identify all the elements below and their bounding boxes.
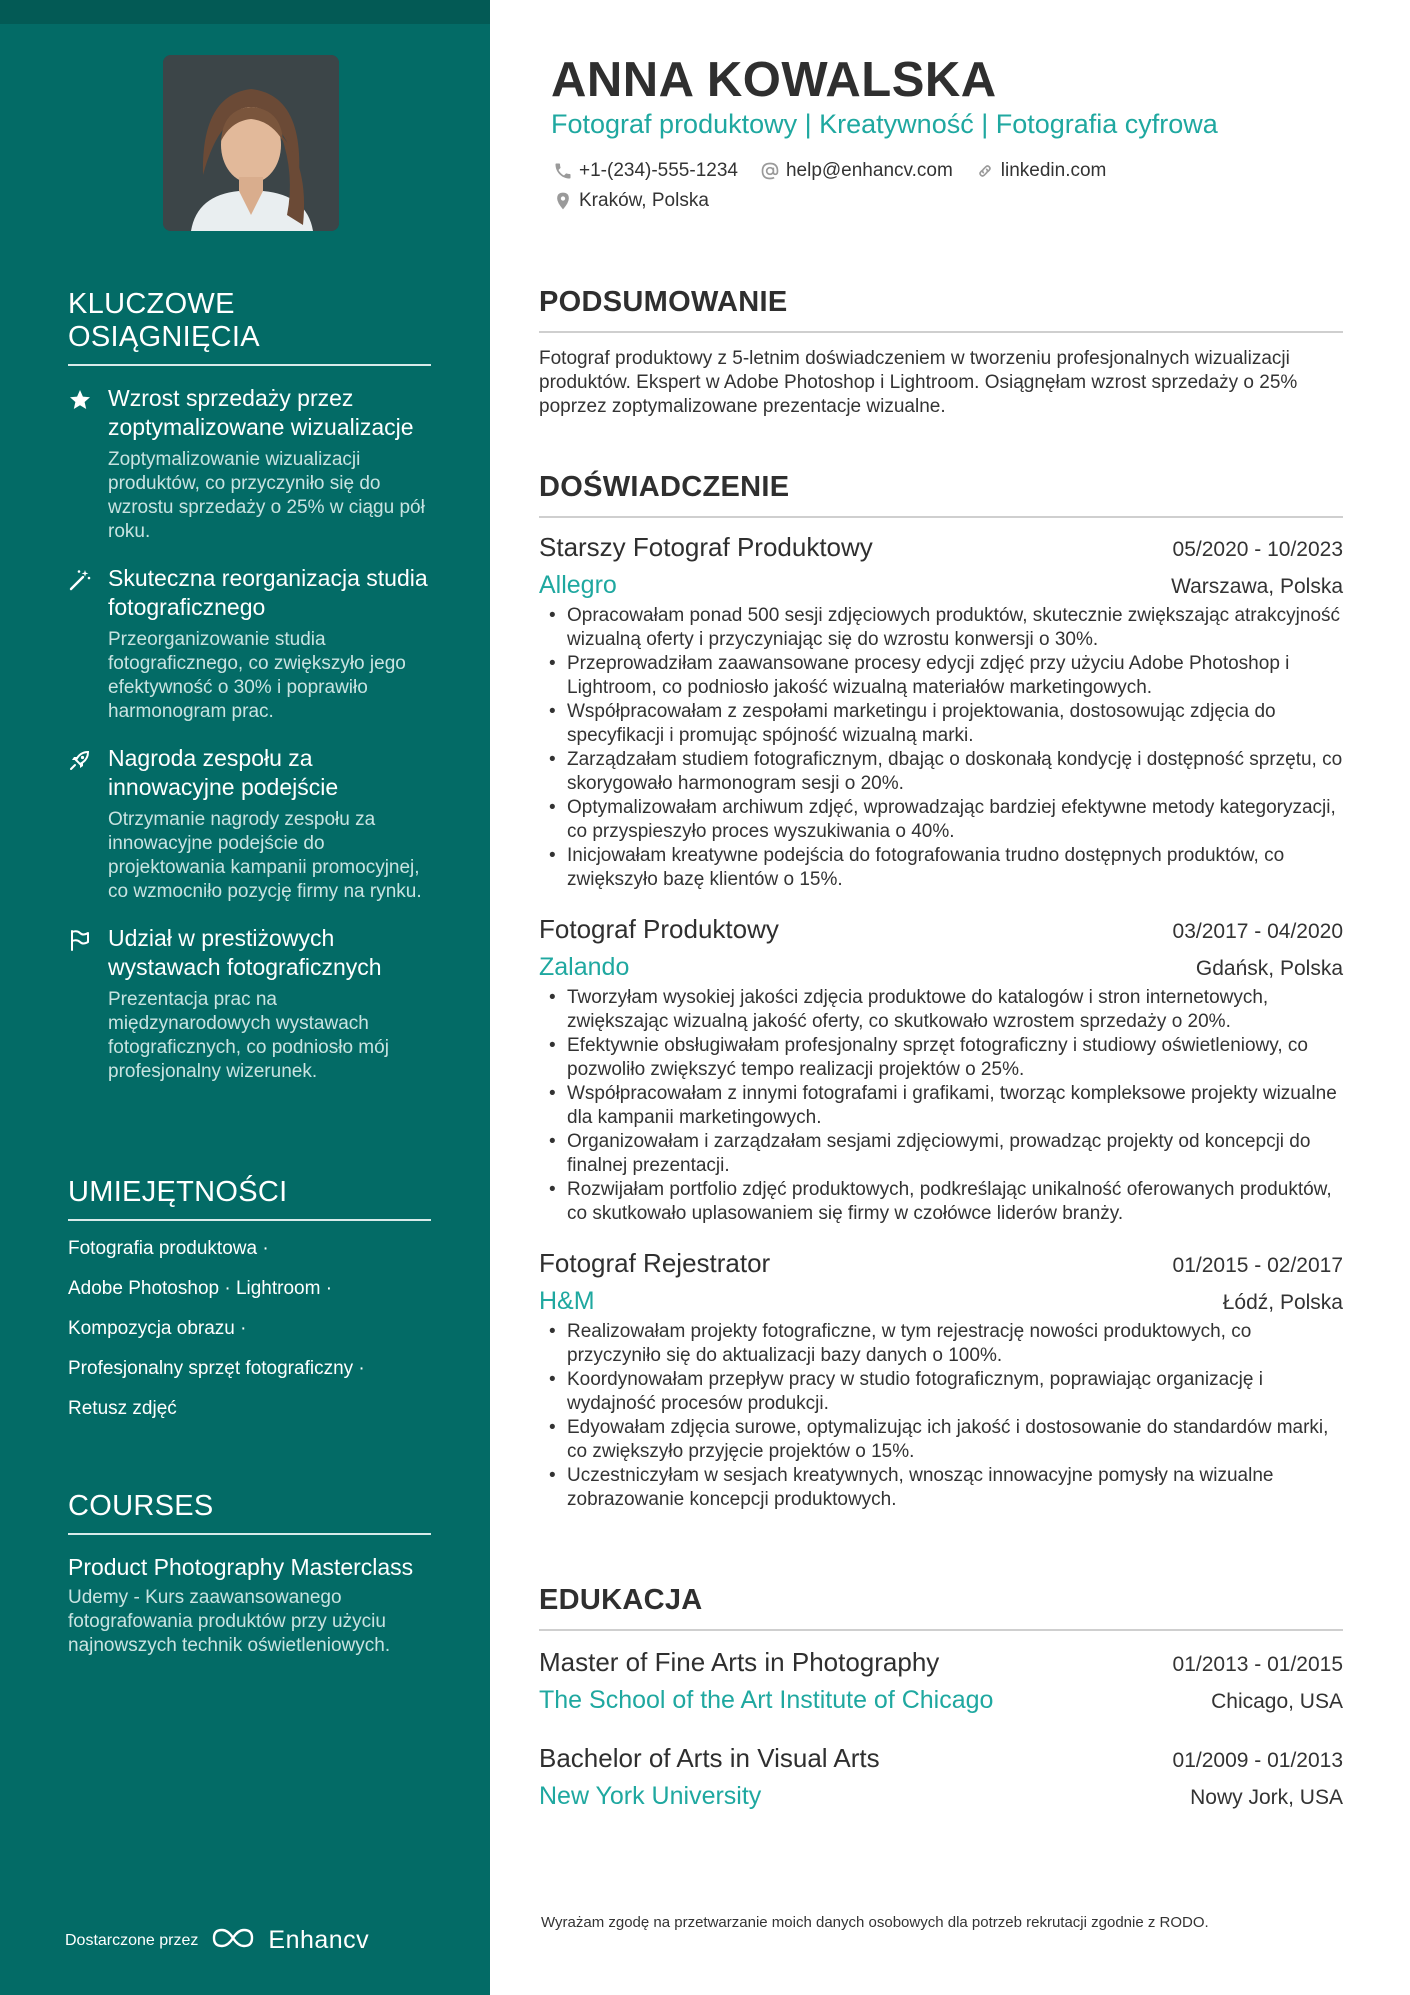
- bullet-item: • Tworzyłam wysokiej jakości zdjęcia produktowe do katalogów i stron internetowych, zwiększając wizualną jakość oferty, co skutkowało wzrostem sprzedaży o 20%.: [549, 986, 1343, 1034]
- phone-text: +1-(234)-555-1234: [579, 160, 738, 181]
- profile-photo: [163, 55, 339, 231]
- achievement-title: Udział w prestiżowych wystawach fotograficznych: [108, 925, 382, 980]
- gdpr-consent: Wyrażam zgodę na przetwarzanie moich danych osobowych dla potrzeb rekrutacji zgodnie z RODO.: [541, 1914, 1209, 1931]
- linkedin-contact[interactable]: [975, 160, 1107, 182]
- achievements-section: [68, 288, 431, 1084]
- location-text: Kraków, Polska: [579, 190, 709, 211]
- achievement-desc: Prezentacja prac na międzynarodowych wystawach fotograficznych, co podniosło mój profesjonalny wizerunek.: [108, 989, 389, 1082]
- school-name: New York University: [539, 1782, 762, 1810]
- job-entry: [539, 914, 1343, 1226]
- linkedin-text: linkedin.com: [1000, 160, 1107, 181]
- degree-title: Master of Fine Arts in Photography: [539, 1647, 940, 1677]
- bullet-item: • Uczestniczyłam w sesjach kreatywnych, wnosząc innowacyjne pomysły na wizualne zobrazowanie koncepcji produktowych.: [549, 1464, 1343, 1512]
- job-location: Warszawa, Polska: [1171, 575, 1343, 598]
- achievement-desc: Zoptymalizowanie wizualizacji produktów, co przyczyniło się do wzrostu sprzedaży o 25% w ciągu pół roku.: [108, 449, 425, 542]
- powered-by-label: Dostarczone przez: [65, 1931, 199, 1949]
- achievement-title: Skuteczna reorganizacja studia fotograficznego: [108, 565, 428, 620]
- bullet-item: • Rozwijałam portfolio zdjęć produktowych, podkreślając unikalność oferowanych produktów, co skutkowało uplasowaniem się firmy w czołówce liderów branży.: [549, 1178, 1343, 1226]
- skill-item: Fotografia produktowa ·: [68, 1238, 269, 1259]
- location-contact: [553, 190, 709, 212]
- bullet-item: • Opracowałam ponad 500 sesji zdjęciowych produktów, skutecznie zwiększając atrakcyjność wizualną oferty i przyczyniając się do wzrostu konwersji o 30%.: [549, 604, 1343, 652]
- email-contact[interactable]: [760, 160, 953, 182]
- job-dates: 05/2020 - 10/2023: [1172, 538, 1343, 561]
- contact-info: [553, 160, 1333, 220]
- skills-section: [68, 1176, 431, 1421]
- bullet-item: • Współpracowałam z zespołami marketingu i projektowania, dostosowując zdjęcia do specyfikacji i promując spójność wizualną marki.: [549, 700, 1343, 748]
- powered-by: [65, 1926, 369, 1955]
- job-entry: [539, 532, 1343, 892]
- summary-section: [539, 286, 1343, 419]
- phone-icon: [553, 161, 573, 181]
- experience-section: [539, 471, 1343, 1512]
- bullet-item: • Współpracowałam z innymi fotografami i grafikami, tworząc kompleksowe projekty wizualne dla kampanii marketingowych.: [549, 1082, 1343, 1130]
- enhancv-logo-icon: [210, 1926, 256, 1955]
- achievements-heading: KLUCZOWE OSIĄGNIĘCIA: [68, 288, 431, 366]
- summary-text: Fotograf produktowy z 5-letnim doświadczeniem w tworzeniu profesjonalnych wizualizacji produktów. Ekspert w Adobe Photoshop i Lightroom. Osiągnęłam wzrost sprzedaży o 25% poprzez zoptymalizowane prezentacje wizualne.: [539, 348, 1298, 417]
- link-icon: [975, 161, 995, 181]
- enhancv-brand: Enhancv: [268, 1926, 370, 1954]
- achievement-item: [68, 384, 431, 544]
- skill-item: Retusz zdjęć: [68, 1398, 177, 1419]
- bullet-item: • Organizowałam i zarządzałam sesjami zdjęciowymi, prowadząc projekty od koncepcji do finalnej prezentacji.: [549, 1130, 1343, 1178]
- education-entry: [539, 1743, 1343, 1811]
- bullet-item: • Optymalizowałam archiwum zdjęć, wprowadzając bardziej efektywne metody kategoryzacji, co przyspieszyło proces wyszukiwania o 40%.: [549, 796, 1343, 844]
- job-title: Starszy Fotograf Produktowy: [539, 532, 873, 562]
- magic-wand-icon: [68, 568, 92, 592]
- achievement-item: [68, 564, 431, 724]
- candidate-subtitle: Fotograf produktowy | Kreatywność | Fotografia cyfrowa: [551, 109, 1218, 139]
- course-title: Product Photography Masterclass: [68, 1554, 414, 1580]
- skills-heading: UMIEJĘTNOŚCI: [68, 1176, 431, 1221]
- summary-heading: PODSUMOWANIE: [539, 286, 1343, 333]
- courses-heading: COURSES: [68, 1490, 431, 1535]
- sidebar-top-bar: [0, 0, 490, 24]
- rocket-icon: [68, 748, 92, 772]
- school-name: The School of the Art Institute of Chicago: [539, 1686, 994, 1714]
- job-dates: 03/2017 - 04/2020: [1172, 920, 1343, 943]
- achievement-desc: Przeorganizowanie studia fotograficznego, co zwiększyło jego efektywność o 30% i poprawiło harmonogram prac.: [108, 629, 406, 722]
- education-entry: [539, 1647, 1343, 1715]
- achievement-item: [68, 744, 431, 904]
- star-icon: [68, 388, 92, 412]
- skill-item: Kompozycja obrazu ·: [68, 1318, 247, 1339]
- job-location: Łódź, Polska: [1222, 1291, 1343, 1314]
- company-name: Zalando: [539, 953, 630, 981]
- education-section: [539, 1584, 1343, 1811]
- company-name: H&M: [539, 1287, 595, 1315]
- school-location: Nowy Jork, USA: [1190, 1786, 1343, 1809]
- bullet-item: • Efektywnie obsługiwałam profesjonalny sprzęt fotograficzny i studiowy oświetleniowy, co pozwoliło zwiększyć tempo realizacji projektów o 25%.: [549, 1034, 1343, 1082]
- bullet-item: • Inicjowałam kreatywne podejścia do fotografowania trudno dostępnych produktów, co zwiększyło bazę klientów o 15%.: [549, 844, 1343, 892]
- achievement-item: [68, 924, 431, 1084]
- education-dates: 01/2009 - 01/2013: [1172, 1749, 1343, 1772]
- company-name: Allegro: [539, 571, 617, 599]
- job-bullets: [539, 1320, 1343, 1512]
- job-title: Fotograf Produktowy: [539, 914, 779, 944]
- flag-icon: [68, 928, 92, 952]
- achievement-title: Wzrost sprzedaży przez zoptymalizowane wizualizacje: [108, 385, 414, 440]
- job-title: Fotograf Rejestrator: [539, 1248, 771, 1278]
- sidebar: [0, 0, 490, 1995]
- education-dates: 01/2013 - 01/2015: [1172, 1653, 1343, 1676]
- education-heading: EDUKACJA: [539, 1584, 1343, 1631]
- degree-title: Bachelor of Arts in Visual Arts: [539, 1743, 880, 1773]
- job-bullets: [539, 986, 1343, 1226]
- job-entry: [539, 1248, 1343, 1512]
- map-pin-icon: [553, 191, 573, 211]
- phone-contact[interactable]: [553, 160, 738, 182]
- at-icon: [760, 161, 780, 181]
- skill-item: Adobe Photoshop · Lightroom ·: [68, 1278, 333, 1299]
- email-text: help@enhancv.com: [785, 160, 953, 181]
- bullet-item: • Koordynowałam przepływ pracy w studio fotograficznym, poprawiając organizację i wydajność procesów produkcji.: [549, 1368, 1343, 1416]
- job-bullets: [539, 604, 1343, 892]
- job-dates: 01/2015 - 02/2017: [1172, 1254, 1343, 1277]
- experience-heading: DOŚWIADCZENIE: [539, 471, 1343, 518]
- candidate-name: ANNA KOWALSKA: [551, 53, 997, 107]
- bullet-item: • Przeprowadziłam zaawansowane procesy edycji zdjęć przy użyciu Adobe Photoshop i Lightroom, co podniosło jakość wizualną materiałów marketingowych.: [549, 652, 1343, 700]
- bullet-item: • Zarządzałam studiem fotograficznym, dbając o doskonałą kondycję i dostępność sprzętu, co skorygowało harmonogram sesji o 20%.: [549, 748, 1343, 796]
- skill-item: Profesjonalny sprzęt fotograficzny ·: [68, 1358, 365, 1379]
- achievement-title: Nagroda zespołu za innowacyjne podejście: [108, 745, 339, 800]
- course-desc: Udemy - Kurs zaawansowanego fotografowania produktów przy użyciu najnowszych technik oświetleniowych.: [68, 1587, 391, 1656]
- school-location: Chicago, USA: [1211, 1690, 1343, 1713]
- bullet-item: • Edyowałam zdjęcia surowe, optymalizując ich jakość i dostosowanie do standardów marki, co zwiększyło przyjęcie projektów o 15%.: [549, 1416, 1343, 1464]
- job-location: Gdańsk, Polska: [1195, 957, 1343, 980]
- achievement-desc: Otrzymanie nagrody zespołu za innowacyjne podejście do projektowania kampanii promocyjnej, co wzmocniło pozycję firmy na rynku.: [108, 809, 422, 902]
- courses-section: [68, 1490, 431, 1658]
- bullet-item: • Realizowałam projekty fotograficzne, w tym rejestrację nowości produktowych, co przyczyniło się do aktualizacji bazy danych o 100%.: [549, 1320, 1343, 1368]
